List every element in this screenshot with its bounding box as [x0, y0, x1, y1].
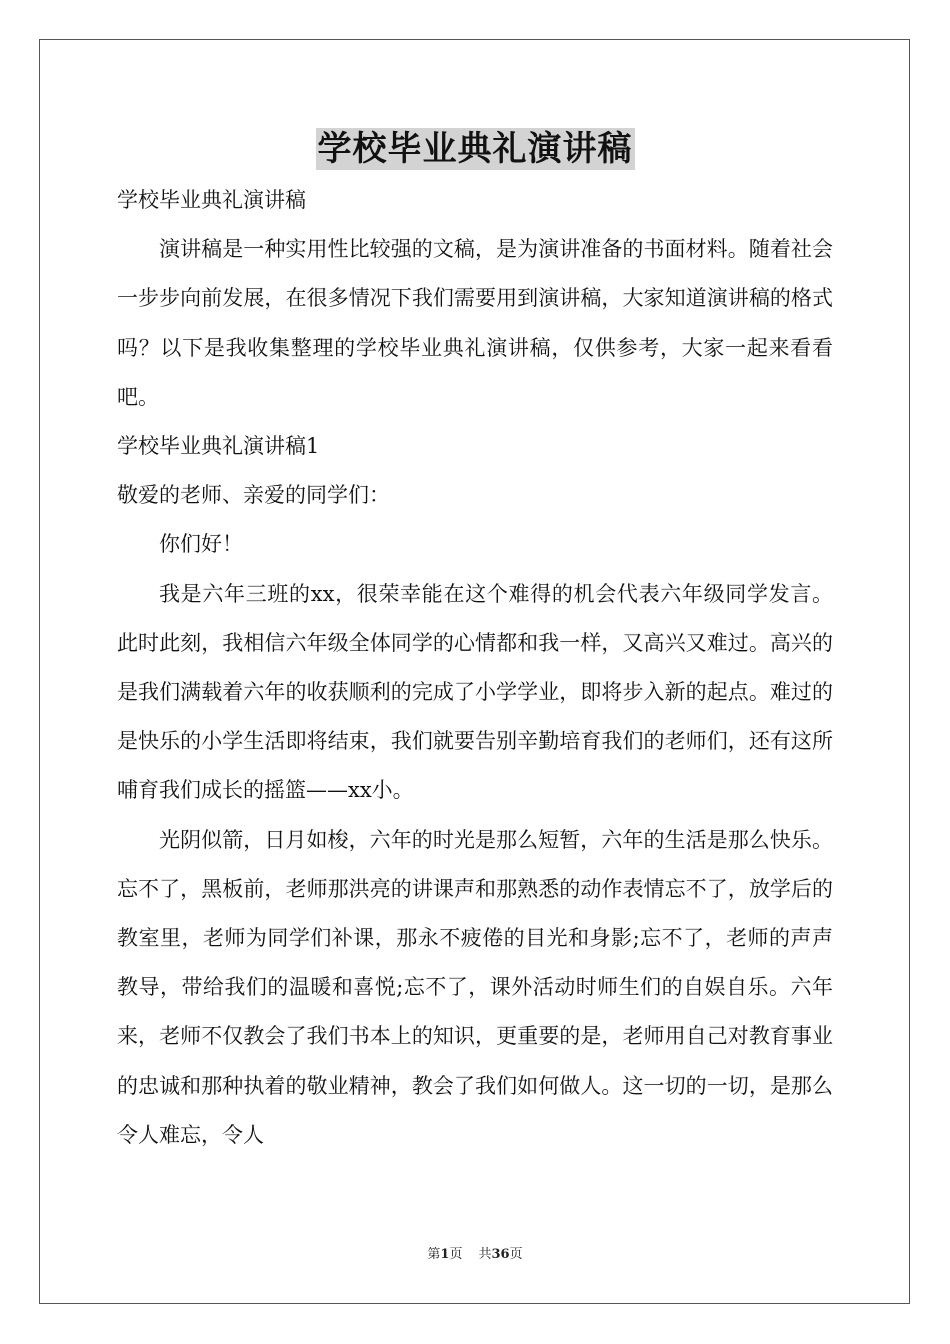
- paragraph: 你们好！: [159, 532, 243, 557]
- paragraph: 演讲稿是一种实用性比较强的文稿，是为演讲准备的书面材料。随着社会一步步向前发展，在很多情况下我们需要用到演讲稿，大家知道演讲稿的格式吗？以下是我收集整理的学校毕业典礼演讲稿，仅供参考，大家一起来看看吧。: [117, 237, 833, 409]
- footer-prefix: 第: [427, 1247, 441, 1262]
- paragraph: 光阴似箭，日月如梭，六年的时光是那么短暂，六年的生活是那么快乐。忘不了，黑板前，老师那洪亮的讲课声和那熟悉的动作表情忘不了，放学后的教室里，老师为同学们补课，那永不疲倦的目光和身影;忘不了，老师的声声教导，带给我们的温暖和喜悦;忘不了，课外活动时师生们的自娱自乐。六年来，老师不仅教会了我们书本上的知识，更重要的是，老师用自己对教育事业的忠诚和那种执着的敬业精神，教会了我们如何做人。这一切的一切，是那么令人难忘，令人: [117, 827, 833, 1147]
- page-footer: [0, 1246, 950, 1264]
- total-pages-number: 36: [491, 1247, 510, 1262]
- paragraph: 学校毕业典礼演讲稿: [117, 188, 306, 212]
- document-body: [117, 176, 833, 1160]
- title-area: [0, 128, 950, 170]
- paragraph: 我是六年三班的xx，很荣幸能在这个难得的机会代表六年级同学发言。此时此刻，我相信六年级全体同学的心情都和我一样，又高兴又难过。高兴的是我们满载着六年的收获顺利的完成了小学学业，即将步入新的起点。难过的是快乐的小学生活即将结束，我们就要告别辛勤培育我们的老师们，还有这所哺育我们成长的摇篮——xx小。: [117, 581, 833, 803]
- footer-total-unit: 页: [509, 1247, 523, 1262]
- footer-page-unit: 页: [449, 1247, 463, 1262]
- paragraph: 学校毕业典礼演讲稿1: [117, 434, 320, 459]
- footer-total-prefix: 共: [478, 1247, 492, 1262]
- current-page-number: 1: [440, 1247, 450, 1262]
- document-title: 学校毕业典礼演讲稿: [317, 129, 633, 169]
- paragraph: 敬爱的老师、亲爱的同学们：: [117, 483, 390, 508]
